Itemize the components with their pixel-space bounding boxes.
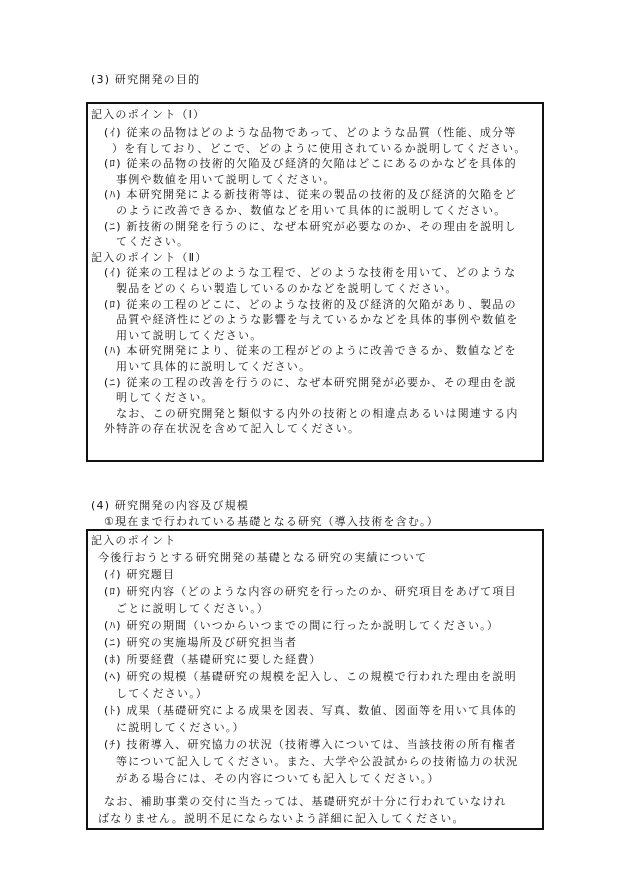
item-to-line1: (ﾄ) 成果（基礎研究による成果を図表、写真、数値、図面等を用いて具体的 <box>104 704 517 717</box>
item-chi-line1: (ﾁ) 技術導入、研究協力の状況（技術導入については、当該技術の所有権者 <box>104 738 517 751</box>
point-2-ha-line1: (ﾊ) 本研究開発により、従来の工程がどのように改善できるか、数値などを <box>104 344 517 358</box>
item-to-line2: に説明してください。） <box>116 721 245 734</box>
point-2-i-line2: 製品をどのくらい製造しているのかなどを説明してください。 <box>116 282 458 295</box>
point-1-ha-line1: (ﾊ) 本研究開発による新技術等は、従来の製品の技術的及び経済的欠陥をど <box>104 188 517 202</box>
section-4-heading: (4) 研究開発の内容及び規模 <box>91 499 250 512</box>
section-3-heading: (3) 研究開発の目的 <box>91 73 201 86</box>
point-1-i-line2: ）を有しており、どこで、どのように使用されているか説明してください。 <box>112 141 527 155</box>
point-1-ni-line2: てください。 <box>116 235 190 249</box>
section-4-subheading: ①現在まで行われている基礎となる研究（導入技術を含む。） <box>104 515 439 528</box>
item-ni: (ﾆ) 研究の実施場所及び研究担当者 <box>104 636 298 649</box>
point-1-ni-line1: (ﾆ) 新技術の開発を行うのに、なぜ本研究が必要なのか、その理由を説明し <box>104 219 517 233</box>
point-1-ha-line2: のように改善できるか、数値などを用いて具体的に説明してください。 <box>116 204 507 217</box>
note-line1: なお、この研究開発と類似する内外の技術との相違点あるいは関連する内 <box>116 406 519 420</box>
point-2-ni-line1: (ﾆ) 従来の工程の改善を行うのに、なぜ本研究開発が必要か、その理由を説 <box>104 375 517 389</box>
point-2-ni-line2: 明してください。 <box>116 391 214 405</box>
item-he-line2: してください。） <box>116 687 209 700</box>
point-1-ro-line1: (ﾛ) 従来の品物の技術的欠陥及び経済的欠陥はどこにあるのかなどを具体的 <box>104 157 517 171</box>
note-4-line1: なお、補助事業の交付に当たっては、基礎研究が十分に行われていなけれ <box>104 795 507 808</box>
point-2-ro-line2: 品質や経済性にどのような影響を与えているかなどを具体的事例や数値を <box>116 313 519 327</box>
note-line2: 外特許の存在状況を含めて記入してください。 <box>104 422 361 436</box>
item-ro-line2: ごとに説明してください。） <box>116 602 270 615</box>
item-i: (ｲ) 研究題目 <box>104 568 176 581</box>
point-2-ro-line3: 用いて説明してください。 <box>116 328 263 342</box>
point-2-ha-line2: 用いて具体的に説明してください。 <box>116 360 312 373</box>
points-2-heading: 記入のポイント（Ⅱ） <box>91 250 208 264</box>
item-he-line1: (ﾍ) 研究の規模（基礎研究の規模を記入し、この規模で行われた理由を説明 <box>104 670 517 683</box>
points-heading: 記入のポイント <box>91 534 177 547</box>
item-chi-line3: がある場合には、その内容についても記入してください。） <box>116 772 440 785</box>
intro-line: 今後行おうとする研究開発の基礎となる研究の実績について <box>98 551 428 564</box>
point-1-ro-line2: 事例や数値を用いて説明してください。 <box>116 172 336 186</box>
point-1-i-line1: (ｲ) 従来の品物はどのような品物であって、どのような品質（性能、成分等 <box>104 126 517 139</box>
item-ha: (ﾊ) 研究の期間（いつからいつまでの間に行ったか説明してください。） <box>104 619 500 632</box>
points-1-heading: 記入のポイント（Ⅰ） <box>91 108 206 121</box>
item-chi-line2: 等について記入してください。また、大学や公設試からの技術協力の状況 <box>116 755 519 768</box>
point-2-ro-line1: (ﾛ) 従来の工程のどこに、どのような技術的及び経済的欠陥があり、製品の <box>104 297 517 311</box>
item-ro-line1: (ﾛ) 研究内容（どのような内容の研究を行ったのか、研究項目をあげて項目 <box>104 585 517 598</box>
item-ho: (ﾎ) 所要経費（基礎研究に要した経費） <box>104 653 322 666</box>
note-4-line2: ばなりません。説明不足にならないよう詳細に記入してください。 <box>98 812 465 825</box>
point-2-i-line1: (ｲ) 従来の工程はどのような工程で、どのような技術を用いて、どのような <box>104 266 517 280</box>
